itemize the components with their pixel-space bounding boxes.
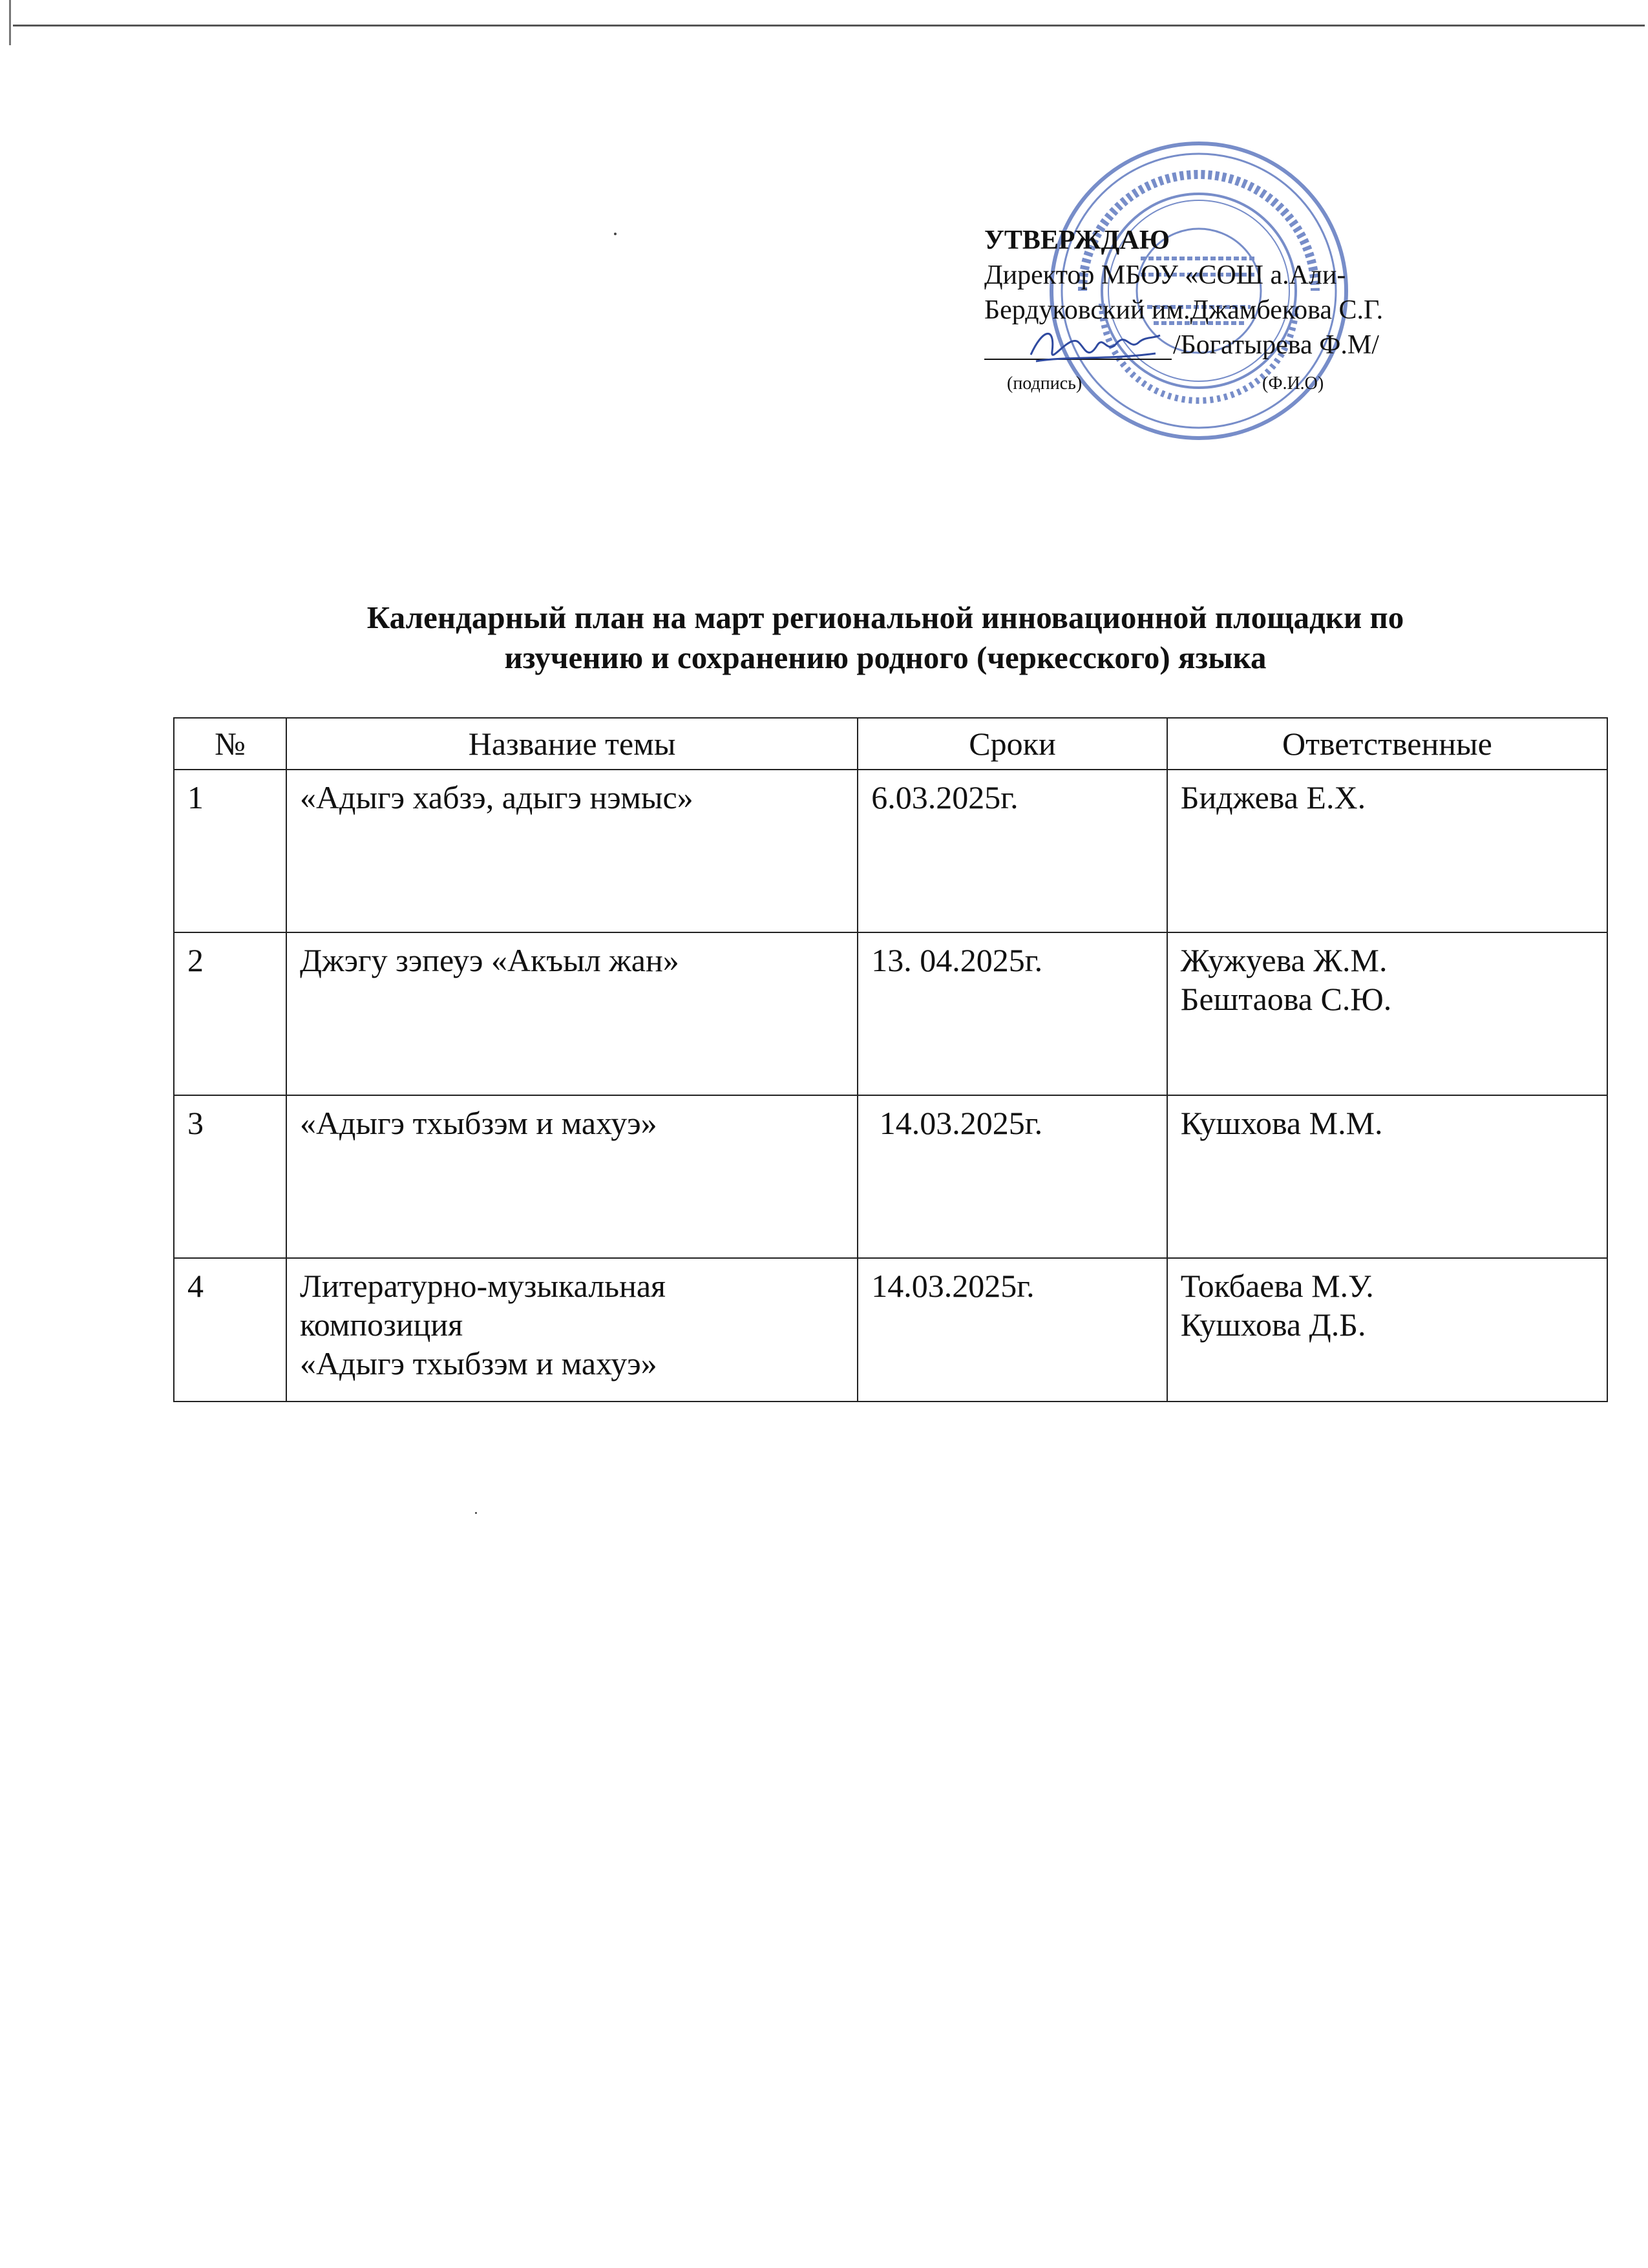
table-header-row	[174, 718, 1607, 770]
header-topic: Название темы	[286, 718, 858, 770]
row-topic	[286, 770, 858, 932]
responsible-person: Токбаева М.У.	[1180, 1268, 1374, 1304]
responsible-person: Кушхова М.М.	[1180, 1105, 1383, 1141]
topic-line: Джэгу зэпеуэ «Акъыл жан»	[299, 942, 679, 978]
topic-line: Литературно-музыкальная	[299, 1268, 666, 1304]
scan-edge-left	[9, 0, 11, 45]
topic-line: «Адыгэ хабзэ, адыгэ нэмыс»	[299, 779, 693, 815]
scan-edge-top	[13, 25, 1645, 26]
table-row	[174, 1095, 1607, 1258]
row-date: 14.03.2025г.	[858, 1095, 1167, 1258]
approval-position-line-1: Директор МБОУ «СОШ а.Али-	[984, 260, 1346, 290]
responsible-person: Кушхова Д.Б.	[1180, 1307, 1366, 1343]
header-number: №	[174, 718, 286, 770]
row-date: 6.03.2025г.	[858, 770, 1167, 932]
row-date: 13. 04.2025г.	[858, 932, 1167, 1095]
table-row	[174, 1258, 1607, 1402]
caption-signature: (подпись)	[1007, 373, 1083, 394]
header-dates: Сроки	[858, 718, 1167, 770]
caption-name: (Ф.И.О)	[1262, 373, 1324, 394]
topic-line: композиция	[299, 1307, 463, 1343]
row-topic	[286, 1095, 858, 1258]
approval-position-line-2: Бердуковский им.Джамбекова С.Г.	[984, 295, 1384, 325]
scan-speck	[475, 1512, 477, 1514]
handwritten-signature	[1023, 316, 1165, 374]
row-date: 14.03.2025г.	[858, 1258, 1167, 1402]
responsible-person: Биджева Е.Х.	[1180, 779, 1366, 815]
topic-line: «Адыгэ тхыбзэм и махуэ»	[299, 1345, 657, 1381]
approval-block	[984, 223, 1488, 399]
row-topic	[286, 1258, 858, 1402]
responsible-person: Жужуева Ж.М.	[1180, 942, 1388, 978]
approval-title: УТВЕРЖДАЮ	[984, 226, 1170, 255]
signature-line	[984, 328, 1488, 366]
scan-speck	[614, 233, 617, 235]
row-number: 4	[174, 1258, 286, 1402]
document-title	[246, 598, 1525, 678]
row-responsible	[1167, 932, 1607, 1095]
document-title-line-1: Календарный план на март региональной инновационной площадки по	[366, 600, 1404, 635]
row-responsible	[1167, 1095, 1607, 1258]
approver-name: /Богатырева Ф.М/	[1173, 330, 1379, 360]
row-responsible	[1167, 770, 1607, 932]
row-number: 1	[174, 770, 286, 932]
responsible-person: Бештаова С.Ю.	[1180, 981, 1392, 1017]
signature-captions	[984, 366, 1488, 399]
row-topic	[286, 932, 858, 1095]
table-row	[174, 770, 1607, 932]
row-responsible	[1167, 1258, 1607, 1402]
plan-table	[173, 717, 1608, 1402]
table-row	[174, 932, 1607, 1095]
topic-line: «Адыгэ тхыбзэм и махуэ»	[299, 1105, 657, 1141]
header-responsible: Ответственные	[1167, 718, 1607, 770]
row-number: 2	[174, 932, 286, 1095]
document-title-line-2: изучению и сохранению родного (черкесского) языка	[504, 640, 1267, 675]
row-number: 3	[174, 1095, 286, 1258]
